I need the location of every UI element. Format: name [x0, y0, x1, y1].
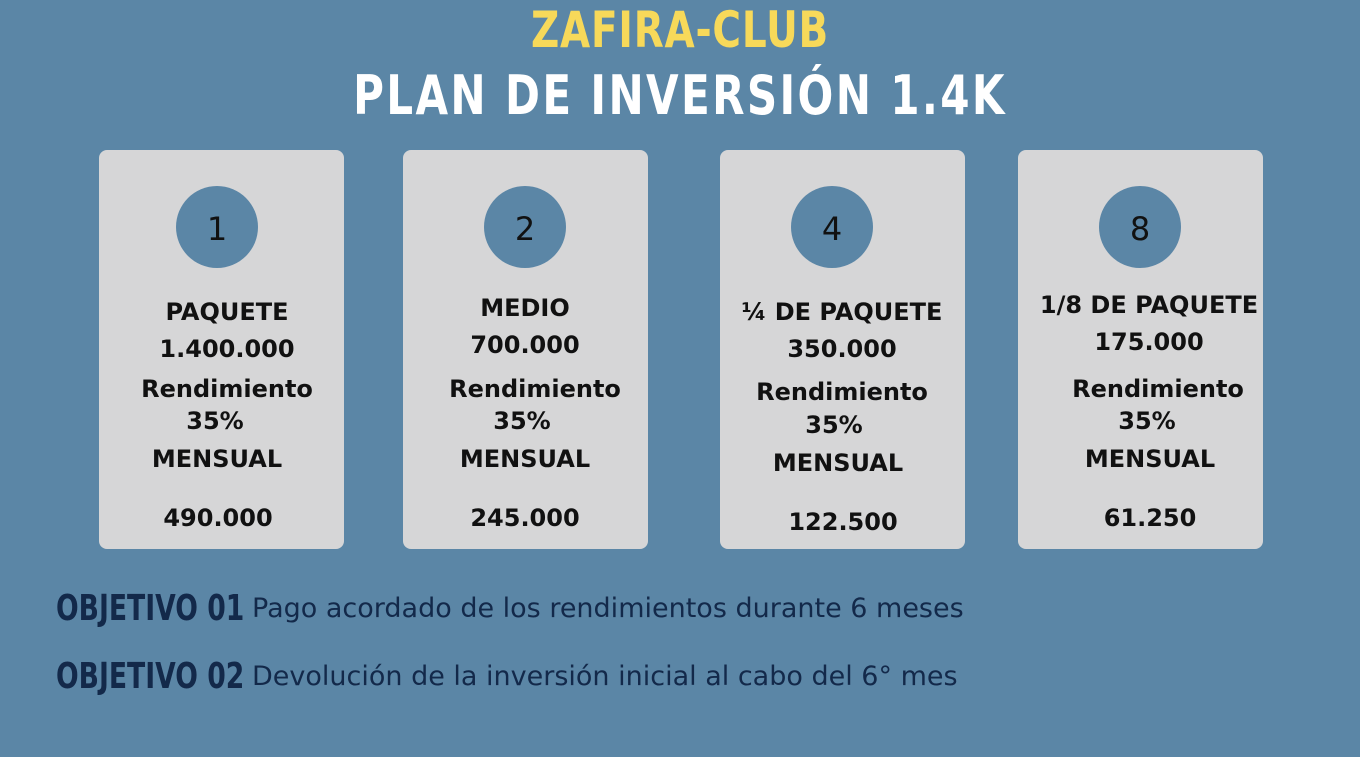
plan-name: 1/8 DE PAQUETE [1039, 291, 1259, 319]
plan-number-badge: 2 [484, 186, 566, 268]
plan-title: PLAN DE INVERSIÓN 1.4K [353, 64, 1007, 127]
plan-name: MEDIO [480, 294, 570, 322]
objective-label: OBJETIVO 01 [56, 588, 245, 629]
objective-text: Pago acordado de los rendimientos durante 6 meses [252, 593, 964, 624]
yield-period: MENSUAL [459, 445, 591, 473]
plan-number-badge: 1 [176, 186, 258, 268]
brand-title: ZAFIRA-CLUB [530, 1, 830, 59]
yield-label: Rendimiento [141, 375, 313, 403]
yield-percent: 35% [805, 411, 863, 439]
plan-card-3 [720, 150, 965, 549]
yield-label: Rendimiento [449, 375, 621, 403]
plan-name: PAQUETE [165, 298, 289, 326]
plan-card-2 [403, 150, 648, 549]
plan-amount: 1.400.000 [159, 335, 295, 363]
monthly-return: 490.000 [163, 504, 273, 532]
monthly-return: 122.500 [788, 508, 898, 536]
yield-label: Rendimiento [1072, 375, 1244, 403]
objective-2 [56, 656, 958, 697]
yield-percent: 35% [493, 407, 551, 435]
plan-number-badge: 4 [791, 186, 873, 268]
objective-text: Devolución de la inversión inicial al cabo del 6° mes [252, 661, 958, 692]
plan-amount: 350.000 [787, 335, 897, 363]
yield-percent: 35% [1118, 407, 1176, 435]
monthly-return: 61.250 [1103, 504, 1197, 532]
yield-percent: 35% [186, 407, 244, 435]
plan-number-badge: 8 [1099, 186, 1181, 268]
plan-card-1 [99, 150, 344, 549]
monthly-return: 245.000 [470, 504, 580, 532]
plan-name: ¼ DE PAQUETE [741, 298, 943, 326]
objective-1 [56, 588, 964, 629]
plan-card-4 [1018, 150, 1263, 549]
yield-period: MENSUAL [151, 445, 283, 473]
yield-label: Rendimiento [756, 378, 928, 406]
plan-amount: 175.000 [1094, 328, 1204, 356]
objective-label: OBJETIVO 02 [56, 656, 245, 697]
yield-period: MENSUAL [1084, 445, 1216, 473]
yield-period: MENSUAL [772, 449, 904, 477]
plan-amount: 700.000 [470, 331, 580, 359]
